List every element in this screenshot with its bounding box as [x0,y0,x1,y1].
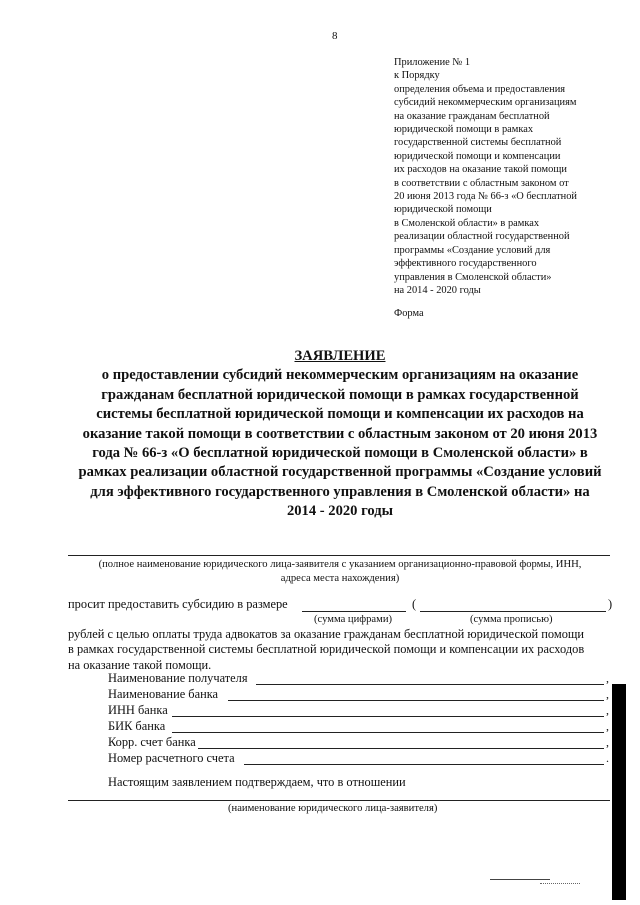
entity-name-line[interactable] [68,800,610,801]
appendix-line: юридической помощи и компенсации [394,150,561,162]
caption-digits: (сумма цифрами) [314,614,393,625]
appendix-line: на оказание гражданам бесплатной [394,110,550,122]
appendix-line: определения объема и предоставления [394,83,566,95]
appendix-line: в Смоленской области» в рамках [394,217,540,229]
form-label: Форма [394,308,424,319]
scan-mark [490,879,550,880]
field-end: , [606,687,609,701]
field-end: , [606,735,609,749]
appendix-line: юридической помощи [394,204,492,216]
appendix-line: их расходов на оказание такой помощи [394,164,567,176]
title-line: оказание такой помощи в соответствии с областным законом от 20 июня 2013 [82,425,598,442]
appendix-line: Приложение № 1 [394,57,471,68]
title-line: системы бесплатной юридической помощи и компенсации их расходов на [96,406,584,423]
field-end: , [606,703,609,717]
appendix-line: на 2014 - 2020 годы [394,284,481,296]
appendix-line: юридической помощи в рамках [394,124,534,136]
open-paren: ( [412,597,417,611]
field-label-bank-name: Наименование банка [108,687,219,701]
title-line: рамках реализации областной государственной программы «Создание условий [78,464,602,481]
appendix-block [394,56,622,297]
applicant-caption-line: адреса места нахождения) [280,573,400,584]
purpose-line: на оказание такой помощи. [68,657,212,672]
document-title [30,347,640,522]
appendix-line: эффективного государственного [394,258,537,270]
field-end: , [606,719,609,733]
field-end: . [606,751,609,765]
appendix-line: управления в Смоленской области» [394,271,552,283]
field-input-account-number[interactable] [244,764,604,765]
field-input-bank-name[interactable] [228,700,604,701]
purpose-line: в рамках государственной системы бесплатной юридической помощи и компенсации их расходов [68,642,585,657]
scan-mark [540,883,580,884]
amount-words-line[interactable] [420,611,606,612]
field-label-bank-bik: БИК банка [108,719,166,733]
close-paren: ) [608,597,613,611]
field-input-recipient[interactable] [256,684,604,685]
field-input-corr-account[interactable] [198,748,604,749]
field-label-corr-account: Корр. счет банка [108,735,196,749]
page-number: 8 [332,30,338,42]
title-line: 2014 - 2020 годы [286,503,394,520]
field-end: , [606,671,609,685]
appendix-line: программы «Создание условий для [394,244,551,256]
field-input-bank-inn[interactable] [172,716,604,717]
field-label-recipient: Наименование получателя [108,671,248,685]
title-line: года № 66-з «О бесплатной юридической помощи в Смоленской области» в [92,445,588,462]
purpose-paragraph [68,627,628,673]
appendix-line: реализации областной государственной [394,231,570,243]
applicant-caption [60,558,620,586]
title-line: для эффективного государственного управления в Смоленской области» на [90,483,590,500]
subsidy-prefix: просит предоставить субсидию в размере [68,597,288,611]
purpose-line: рублей с целью оплаты труда адвокатов за оказание гражданам бесплатной юридической помощи [68,627,585,641]
title-line: о предоставлении субсидий некоммерческим организациям на оказание [101,367,579,384]
applicant-name-line[interactable] [68,555,610,556]
scan-shadow [612,684,626,900]
entity-caption: (наименование юридического лица-заявителя) [228,803,438,814]
field-label-account-number: Номер расчетного счета [108,751,235,765]
amount-digits-line[interactable] [302,611,406,612]
field-label-bank-inn: ИНН банка [108,703,168,717]
field-input-bank-bik[interactable] [172,732,604,733]
applicant-caption-line: (полное наименование юридического лица-заявителя с указанием организационно-правовой формы, ИНН, [98,559,582,570]
appendix-line: субсидий некоммерческим организациям [394,97,577,109]
appendix-line: 20 июня 2013 года № 66-з «О бесплатной [394,191,577,203]
title-heading: ЗАЯВЛЕНИЕ [294,348,386,364]
appendix-line: к Порядку [394,70,440,82]
confirmation-text: Настоящим заявлением подтверждаем, что в отношении [108,775,406,789]
appendix-line: в соответствии с областным законом от [394,177,569,189]
title-line: гражданам бесплатной юридической помощи в рамках государственной [101,386,579,403]
caption-words: (сумма прописью) [470,614,553,625]
appendix-line: государственной системы бесплатной [394,137,562,149]
